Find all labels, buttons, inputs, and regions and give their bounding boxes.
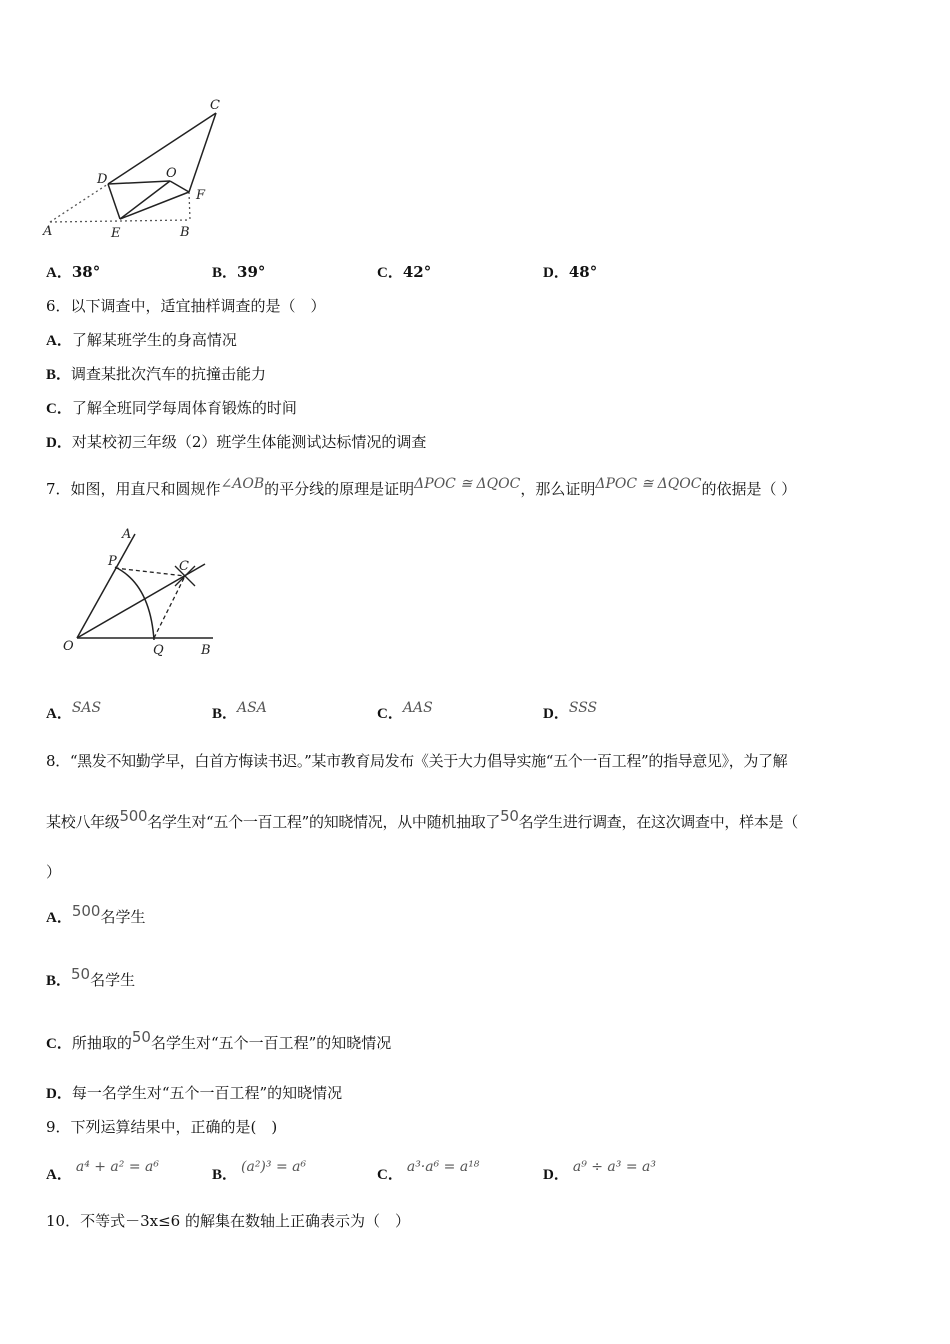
label-a: A [43, 224, 53, 239]
option-letter: A． [46, 333, 72, 349]
option-text: 了解某班学生的身高情况 [71, 331, 237, 349]
label-a: A [122, 527, 132, 542]
q7-option-c[interactable] [377, 696, 433, 722]
q9-option-b[interactable] [212, 1155, 307, 1183]
label-c: C [179, 559, 189, 574]
q8-stem-line3: ） [46, 863, 62, 881]
q8-stem-line2 [46, 807, 798, 832]
q7-stem-text: 的依据是（ ） [701, 480, 797, 498]
q5-option-a[interactable] [46, 261, 100, 282]
q5-option-d[interactable] [543, 261, 597, 282]
q8-stem-line1: 8．“黑发不知勤学早，白首方悔读书迟。”某市教育局发布《关于大力倡导实施“五个一百工程”的指导意见》，为了解 [46, 752, 788, 770]
label-d: D [97, 172, 108, 187]
option-letter: A． [46, 265, 72, 281]
q9-option-a[interactable] [46, 1155, 159, 1183]
q7-math-angle: ∠AOB [220, 476, 265, 492]
q10-stem: 10．不等式－3x≤6 的解集在数轴上正确表示为（ ） [46, 1212, 410, 1230]
label-b: B [201, 643, 211, 658]
q6-option-b[interactable] [46, 363, 266, 384]
q7-math-congruence: ΔPOC ≅ ΔQOC [414, 476, 521, 492]
option-text: SAS [71, 700, 102, 716]
q5-option-b[interactable] [212, 261, 265, 282]
option-formula: a⁴ + a² = a⁶ [75, 1159, 159, 1175]
option-letter: B． [46, 973, 72, 989]
option-letter: C． [46, 401, 72, 417]
q8-number: 50 [500, 807, 519, 825]
q6-stem: 6．以下调查中，适宜抽样调查的是（ ） [46, 297, 326, 315]
option-letter: C． [46, 1036, 72, 1052]
option-number: 50 [71, 965, 91, 983]
option-letter: B． [212, 1167, 238, 1183]
option-letter: C． [377, 1167, 403, 1183]
label-f: F [196, 188, 206, 203]
option-letter: D． [46, 1086, 72, 1102]
option-text: 调查某批次汽车的抗撞击能力 [71, 365, 267, 383]
option-formula: (a²)³ = a⁶ [241, 1159, 307, 1175]
q6-option-d[interactable] [46, 431, 426, 452]
q7-math-congruence: ΔPOC ≅ ΔQOC [595, 476, 702, 492]
q9-stem: 9．下列运算结果中，正确的是( ) [46, 1118, 278, 1136]
geometry-figure-q7 [55, 522, 225, 662]
label-p: P [108, 554, 117, 569]
option-text: SSS [568, 700, 598, 716]
option-formula: a⁹ ÷ a³ = a³ [572, 1159, 656, 1175]
option-text: 42° [402, 263, 432, 281]
q8-option-b[interactable] [46, 965, 136, 990]
option-text: ASA [237, 700, 267, 716]
q7-option-d[interactable] [543, 696, 598, 722]
q6-option-c[interactable] [46, 397, 297, 418]
option-number: 500 [71, 902, 101, 920]
option-text: 了解全班同学每周体育锻炼的时间 [71, 399, 297, 417]
q9-option-d[interactable] [543, 1155, 656, 1183]
q6-option-a[interactable] [46, 329, 237, 350]
option-letter: D． [543, 1167, 569, 1183]
q8-option-a[interactable] [46, 902, 146, 927]
option-text: 名学生 [90, 971, 136, 989]
label-o: O [166, 166, 177, 181]
q7-stem-text: 的平分线的原理是证明 [264, 480, 415, 498]
geometry-figure-q5 [40, 95, 240, 245]
option-text: 对某校初三年级（2）班学生体能测试达标情况的调查 [71, 433, 427, 451]
q8-stem-text: 名学生对“五个一百工程”的知晓情况，从中随机抽取了 [147, 813, 501, 831]
option-text: 名学生对“五个一百工程”的知晓情况 [150, 1034, 392, 1052]
q8-stem-text: 某校八年级 [46, 813, 120, 831]
q7-option-a[interactable] [46, 696, 102, 722]
option-text: 48° [568, 263, 598, 281]
option-text: 每一名学生对“五个一百工程”的知晓情况 [71, 1084, 343, 1102]
option-letter: C． [377, 706, 403, 722]
option-letter: B． [212, 265, 238, 281]
label-o: O [63, 639, 74, 654]
option-letter: D． [543, 706, 569, 722]
label-q: Q [153, 643, 164, 658]
label-b: B [180, 225, 190, 240]
option-text: AAS [402, 700, 433, 716]
q7-stem [46, 478, 796, 499]
option-letter: D． [543, 265, 569, 281]
q8-option-d[interactable] [46, 1082, 342, 1103]
q8-number: 500 [119, 807, 148, 825]
option-letter: B． [212, 706, 238, 722]
q7-option-b[interactable] [212, 696, 267, 722]
label-c: C [210, 98, 220, 113]
q9-option-c[interactable] [377, 1155, 480, 1183]
option-letter: B． [46, 367, 72, 383]
q5-option-c[interactable] [377, 261, 431, 282]
option-letter: A． [46, 706, 72, 722]
option-letter: C． [377, 265, 403, 281]
option-letter: D． [46, 435, 72, 451]
option-letter: A． [46, 1167, 72, 1183]
label-e: E [111, 226, 121, 241]
option-number: 50 [131, 1028, 151, 1046]
option-letter: A． [46, 910, 72, 926]
option-text: 38° [71, 263, 101, 281]
q8-option-c[interactable] [46, 1028, 392, 1053]
option-text: 名学生 [100, 908, 146, 926]
q7-stem-text: 7．如图，用直尺和圆规作 [46, 480, 221, 498]
option-formula: a³·a⁶ = a¹⁸ [406, 1159, 480, 1175]
option-text: 所抽取的 [71, 1034, 132, 1052]
q8-stem-text: 名学生进行调查，在这次调查中，样本是（ [518, 813, 798, 831]
q7-stem-text: ，那么证明 [520, 480, 596, 498]
option-text: 39° [237, 263, 266, 281]
